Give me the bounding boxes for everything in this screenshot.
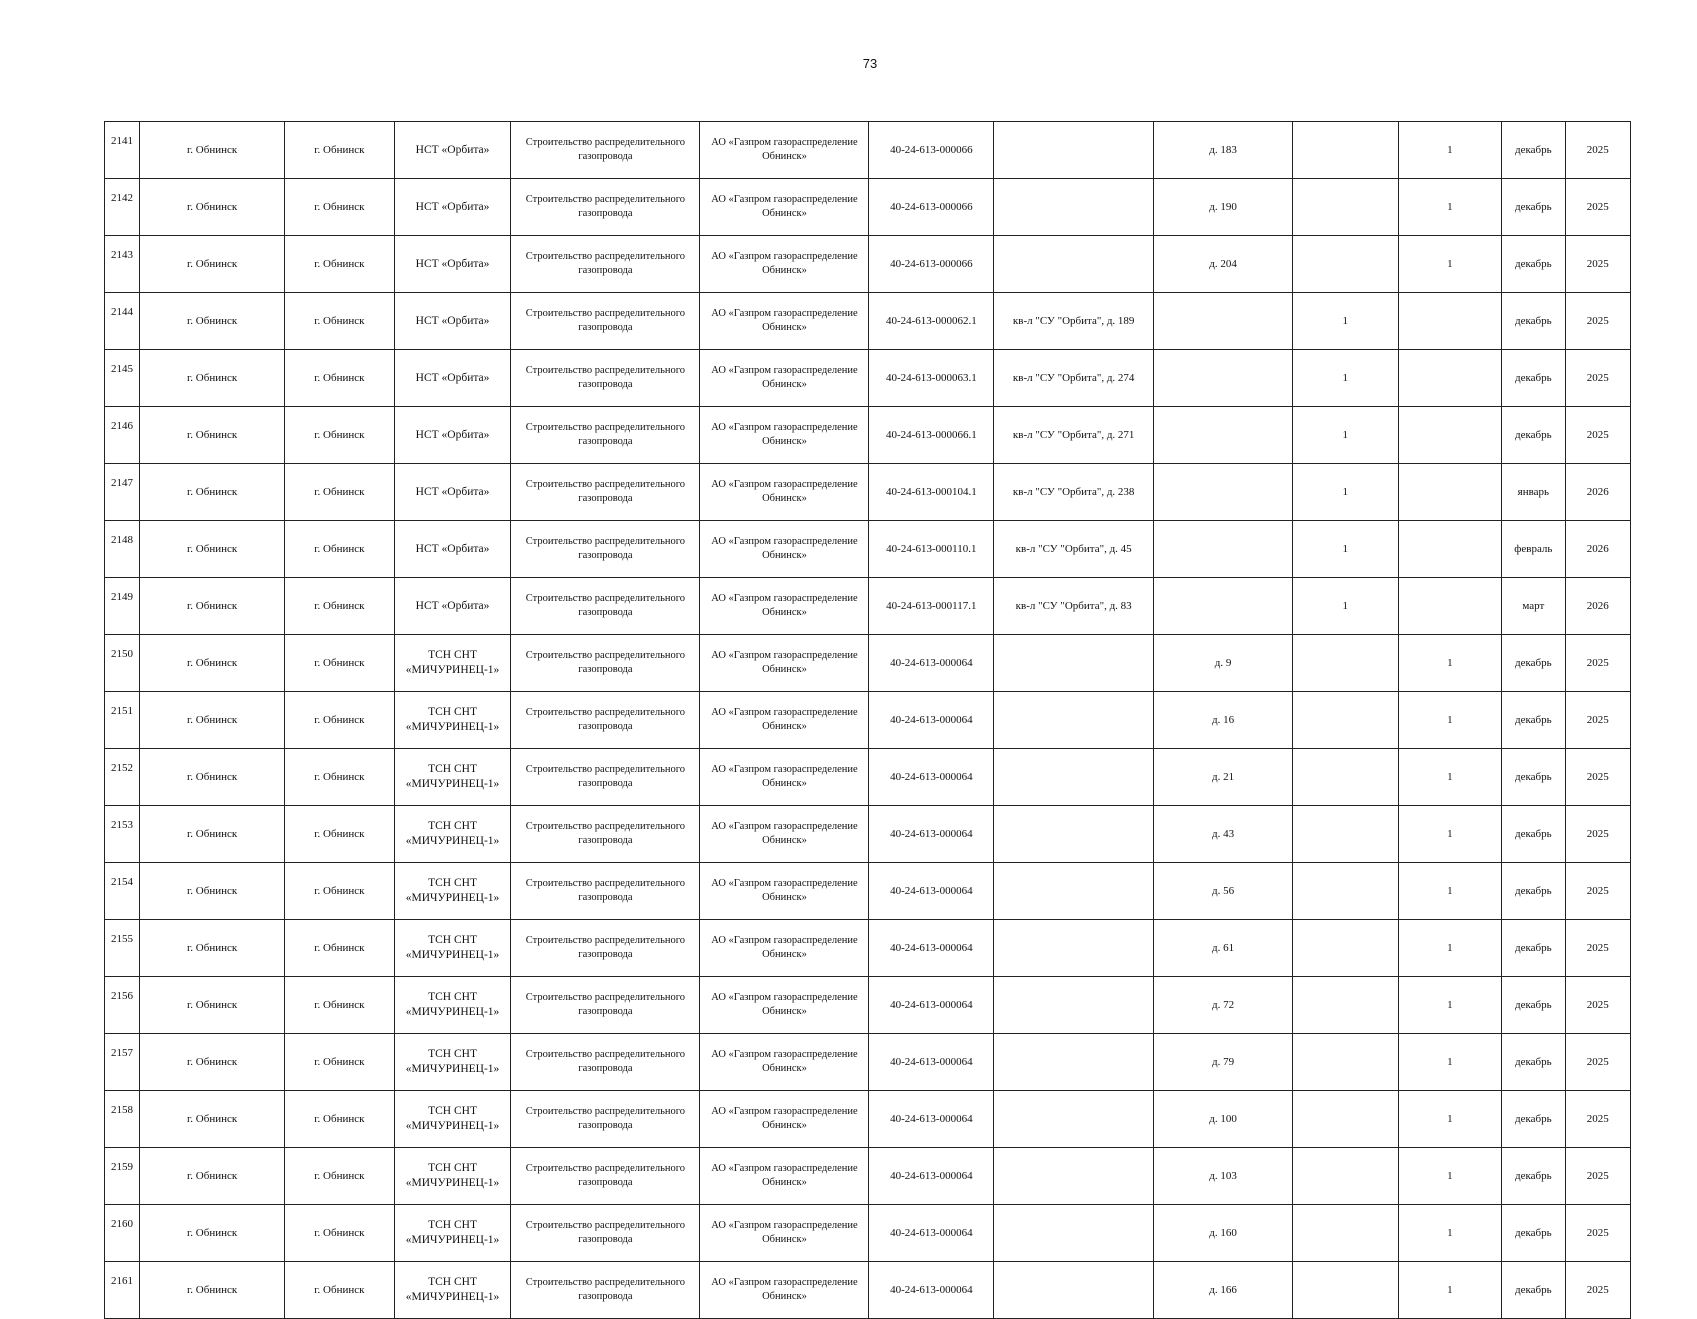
year-cell: 2025 bbox=[1565, 692, 1630, 749]
locality-cell: г. Обнинск bbox=[140, 293, 285, 350]
count-a-cell: 1 bbox=[1292, 350, 1398, 407]
month-cell: декабрь bbox=[1502, 1148, 1565, 1205]
count-b-cell: 1 bbox=[1398, 863, 1502, 920]
month-cell: декабрь bbox=[1502, 1205, 1565, 1262]
municipality-cell: г. Обнинск bbox=[285, 179, 395, 236]
house-address-cell bbox=[1154, 293, 1293, 350]
block-address-cell bbox=[994, 1262, 1154, 1319]
house-address-cell: д. 9 bbox=[1154, 635, 1293, 692]
month-cell: январь bbox=[1502, 464, 1565, 521]
row-number-cell: 2152 bbox=[105, 749, 140, 806]
organization-cell: АО «Газпром газораспределение Обнинск» bbox=[700, 407, 869, 464]
month-cell: декабрь bbox=[1502, 236, 1565, 293]
settlement-name-cell: ТСН СНТ «МИЧУРИНЕЦ-1» bbox=[394, 1034, 511, 1091]
municipality-cell: г. Обнинск bbox=[285, 521, 395, 578]
count-a-cell bbox=[1292, 635, 1398, 692]
organization-cell: АО «Газпром газораспределение Обнинск» bbox=[700, 977, 869, 1034]
month-cell: март bbox=[1502, 578, 1565, 635]
municipality-cell: г. Обнинск bbox=[285, 635, 395, 692]
work-type-cell: Строительство распределительного газопровода bbox=[511, 1262, 700, 1319]
count-a-cell: 1 bbox=[1292, 293, 1398, 350]
row-number-cell: 2159 bbox=[105, 1148, 140, 1205]
object-code-cell: 40-24-613-000064 bbox=[869, 977, 994, 1034]
locality-cell: г. Обнинск bbox=[140, 122, 285, 179]
settlement-name-cell: НСТ «Орбита» bbox=[394, 521, 511, 578]
locality-cell: г. Обнинск bbox=[140, 977, 285, 1034]
object-code-cell: 40-24-613-000064 bbox=[869, 1262, 994, 1319]
month-cell: декабрь bbox=[1502, 635, 1565, 692]
work-type-cell: Строительство распределительного газопровода bbox=[511, 863, 700, 920]
count-a-cell bbox=[1292, 122, 1398, 179]
count-b-cell: 1 bbox=[1398, 920, 1502, 977]
row-number-cell: 2142 bbox=[105, 179, 140, 236]
count-b-cell: 1 bbox=[1398, 692, 1502, 749]
work-type-cell: Строительство распределительного газопровода bbox=[511, 1148, 700, 1205]
house-address-cell bbox=[1154, 407, 1293, 464]
organization-cell: АО «Газпром газораспределение Обнинск» bbox=[700, 578, 869, 635]
object-code-cell: 40-24-613-000064 bbox=[869, 1148, 994, 1205]
year-cell: 2025 bbox=[1565, 122, 1630, 179]
month-cell: декабрь bbox=[1502, 749, 1565, 806]
object-code-cell: 40-24-613-000064 bbox=[869, 806, 994, 863]
work-type-cell: Строительство распределительного газопровода bbox=[511, 179, 700, 236]
organization-cell: АО «Газпром газораспределение Обнинск» bbox=[700, 350, 869, 407]
work-type-cell: Строительство распределительного газопровода bbox=[511, 464, 700, 521]
table-row bbox=[105, 521, 1631, 578]
work-type-cell: Строительство распределительного газопровода bbox=[511, 635, 700, 692]
organization-cell: АО «Газпром газораспределение Обнинск» bbox=[700, 635, 869, 692]
count-b-cell: 1 bbox=[1398, 236, 1502, 293]
block-address-cell: кв-л "СУ "Орбита", д. 274 bbox=[994, 350, 1154, 407]
block-address-cell bbox=[994, 179, 1154, 236]
organization-cell: АО «Газпром газораспределение Обнинск» bbox=[700, 692, 869, 749]
house-address-cell: д. 190 bbox=[1154, 179, 1293, 236]
work-type-cell: Строительство распределительного газопровода bbox=[511, 692, 700, 749]
count-b-cell bbox=[1398, 407, 1502, 464]
year-cell: 2025 bbox=[1565, 977, 1630, 1034]
object-code-cell: 40-24-613-000064 bbox=[869, 749, 994, 806]
row-number-cell: 2147 bbox=[105, 464, 140, 521]
count-b-cell: 1 bbox=[1398, 749, 1502, 806]
gasification-table bbox=[104, 121, 1631, 1319]
house-address-cell: д. 100 bbox=[1154, 1091, 1293, 1148]
month-cell: декабрь bbox=[1502, 407, 1565, 464]
locality-cell: г. Обнинск bbox=[140, 521, 285, 578]
count-a-cell bbox=[1292, 1148, 1398, 1205]
object-code-cell: 40-24-613-000066 bbox=[869, 236, 994, 293]
settlement-name-cell: НСТ «Орбита» bbox=[394, 179, 511, 236]
table-row bbox=[105, 749, 1631, 806]
row-number-cell: 2151 bbox=[105, 692, 140, 749]
month-cell: февраль bbox=[1502, 521, 1565, 578]
municipality-cell: г. Обнинск bbox=[285, 1034, 395, 1091]
settlement-name-cell: ТСН СНТ «МИЧУРИНЕЦ-1» bbox=[394, 806, 511, 863]
municipality-cell: г. Обнинск bbox=[285, 464, 395, 521]
organization-cell: АО «Газпром газораспределение Обнинск» bbox=[700, 806, 869, 863]
table-body bbox=[105, 122, 1631, 1319]
block-address-cell bbox=[994, 920, 1154, 977]
object-code-cell: 40-24-613-000064 bbox=[869, 863, 994, 920]
count-a-cell: 1 bbox=[1292, 578, 1398, 635]
work-type-cell: Строительство распределительного газопровода bbox=[511, 1034, 700, 1091]
settlement-name-cell: ТСН СНТ «МИЧУРИНЕЦ-1» bbox=[394, 863, 511, 920]
month-cell: декабрь bbox=[1502, 179, 1565, 236]
object-code-cell: 40-24-613-000062.1 bbox=[869, 293, 994, 350]
month-cell: декабрь bbox=[1502, 863, 1565, 920]
organization-cell: АО «Газпром газораспределение Обнинск» bbox=[700, 920, 869, 977]
month-cell: декабрь bbox=[1502, 1262, 1565, 1319]
year-cell: 2025 bbox=[1565, 1091, 1630, 1148]
count-a-cell: 1 bbox=[1292, 464, 1398, 521]
locality-cell: г. Обнинск bbox=[140, 1262, 285, 1319]
organization-cell: АО «Газпром газораспределение Обнинск» bbox=[700, 1034, 869, 1091]
count-b-cell: 1 bbox=[1398, 635, 1502, 692]
block-address-cell bbox=[994, 236, 1154, 293]
table-row bbox=[105, 179, 1631, 236]
work-type-cell: Строительство распределительного газопровода bbox=[511, 1205, 700, 1262]
block-address-cell bbox=[994, 635, 1154, 692]
row-number-cell: 2149 bbox=[105, 578, 140, 635]
object-code-cell: 40-24-613-000066 bbox=[869, 179, 994, 236]
row-number-cell: 2161 bbox=[105, 1262, 140, 1319]
month-cell: декабрь bbox=[1502, 122, 1565, 179]
locality-cell: г. Обнинск bbox=[140, 749, 285, 806]
count-b-cell bbox=[1398, 521, 1502, 578]
month-cell: декабрь bbox=[1502, 920, 1565, 977]
municipality-cell: г. Обнинск bbox=[285, 293, 395, 350]
block-address-cell: кв-л "СУ "Орбита", д. 83 bbox=[994, 578, 1154, 635]
table-row bbox=[105, 464, 1631, 521]
month-cell: декабрь bbox=[1502, 806, 1565, 863]
row-number-cell: 2154 bbox=[105, 863, 140, 920]
row-number-cell: 2150 bbox=[105, 635, 140, 692]
object-code-cell: 40-24-613-000066 bbox=[869, 122, 994, 179]
block-address-cell bbox=[994, 863, 1154, 920]
settlement-name-cell: НСТ «Орбита» bbox=[394, 122, 511, 179]
year-cell: 2025 bbox=[1565, 350, 1630, 407]
table-row bbox=[105, 1205, 1631, 1262]
year-cell: 2025 bbox=[1565, 1034, 1630, 1091]
count-a-cell bbox=[1292, 1091, 1398, 1148]
settlement-name-cell: НСТ «Орбита» bbox=[394, 578, 511, 635]
organization-cell: АО «Газпром газораспределение Обнинск» bbox=[700, 863, 869, 920]
settlement-name-cell: ТСН СНТ «МИЧУРИНЕЦ-1» bbox=[394, 977, 511, 1034]
locality-cell: г. Обнинск bbox=[140, 1205, 285, 1262]
locality-cell: г. Обнинск bbox=[140, 920, 285, 977]
organization-cell: АО «Газпром газораспределение Обнинск» bbox=[700, 1091, 869, 1148]
organization-cell: АО «Газпром газораспределение Обнинск» bbox=[700, 521, 869, 578]
year-cell: 2025 bbox=[1565, 920, 1630, 977]
settlement-name-cell: ТСН СНТ «МИЧУРИНЕЦ-1» bbox=[394, 920, 511, 977]
house-address-cell: д. 72 bbox=[1154, 977, 1293, 1034]
work-type-cell: Строительство распределительного газопровода bbox=[511, 350, 700, 407]
row-number-cell: 2143 bbox=[105, 236, 140, 293]
house-address-cell: д. 21 bbox=[1154, 749, 1293, 806]
locality-cell: г. Обнинск bbox=[140, 350, 285, 407]
count-a-cell: 1 bbox=[1292, 521, 1398, 578]
count-a-cell bbox=[1292, 1205, 1398, 1262]
table-row bbox=[105, 236, 1631, 293]
count-b-cell: 1 bbox=[1398, 1091, 1502, 1148]
year-cell: 2025 bbox=[1565, 806, 1630, 863]
count-a-cell bbox=[1292, 977, 1398, 1034]
count-b-cell: 1 bbox=[1398, 1034, 1502, 1091]
year-cell: 2025 bbox=[1565, 407, 1630, 464]
municipality-cell: г. Обнинск bbox=[285, 920, 395, 977]
row-number-cell: 2158 bbox=[105, 1091, 140, 1148]
table-row bbox=[105, 692, 1631, 749]
work-type-cell: Строительство распределительного газопровода bbox=[511, 578, 700, 635]
count-a-cell bbox=[1292, 749, 1398, 806]
row-number-cell: 2156 bbox=[105, 977, 140, 1034]
month-cell: декабрь bbox=[1502, 692, 1565, 749]
work-type-cell: Строительство распределительного газопровода bbox=[511, 407, 700, 464]
year-cell: 2025 bbox=[1565, 863, 1630, 920]
table-row bbox=[105, 407, 1631, 464]
settlement-name-cell: НСТ «Орбита» bbox=[394, 293, 511, 350]
locality-cell: г. Обнинск bbox=[140, 806, 285, 863]
count-b-cell: 1 bbox=[1398, 1262, 1502, 1319]
year-cell: 2025 bbox=[1565, 1148, 1630, 1205]
municipality-cell: г. Обнинск bbox=[285, 977, 395, 1034]
municipality-cell: г. Обнинск bbox=[285, 122, 395, 179]
settlement-name-cell: ТСН СНТ «МИЧУРИНЕЦ-1» bbox=[394, 692, 511, 749]
row-number-cell: 2144 bbox=[105, 293, 140, 350]
row-number-cell: 2145 bbox=[105, 350, 140, 407]
settlement-name-cell: ТСН СНТ «МИЧУРИНЕЦ-1» bbox=[394, 1262, 511, 1319]
block-address-cell bbox=[994, 1034, 1154, 1091]
object-code-cell: 40-24-613-000117.1 bbox=[869, 578, 994, 635]
count-b-cell: 1 bbox=[1398, 977, 1502, 1034]
year-cell: 2026 bbox=[1565, 578, 1630, 635]
count-b-cell: 1 bbox=[1398, 806, 1502, 863]
work-type-cell: Строительство распределительного газопровода bbox=[511, 977, 700, 1034]
municipality-cell: г. Обнинск bbox=[285, 1205, 395, 1262]
month-cell: декабрь bbox=[1502, 1034, 1565, 1091]
settlement-name-cell: НСТ «Орбита» bbox=[394, 350, 511, 407]
settlement-name-cell: ТСН СНТ «МИЧУРИНЕЦ-1» bbox=[394, 1091, 511, 1148]
organization-cell: АО «Газпром газораспределение Обнинск» bbox=[700, 236, 869, 293]
settlement-name-cell: ТСН СНТ «МИЧУРИНЕЦ-1» bbox=[394, 1148, 511, 1205]
locality-cell: г. Обнинск bbox=[140, 236, 285, 293]
work-type-cell: Строительство распределительного газопровода bbox=[511, 749, 700, 806]
organization-cell: АО «Газпром газораспределение Обнинск» bbox=[700, 122, 869, 179]
house-address-cell: д. 43 bbox=[1154, 806, 1293, 863]
count-b-cell bbox=[1398, 578, 1502, 635]
work-type-cell: Строительство распределительного газопровода bbox=[511, 293, 700, 350]
row-number-cell: 2160 bbox=[105, 1205, 140, 1262]
table-row bbox=[105, 920, 1631, 977]
row-number-cell: 2155 bbox=[105, 920, 140, 977]
settlement-name-cell: НСТ «Орбита» bbox=[394, 236, 511, 293]
block-address-cell: кв-л "СУ "Орбита", д. 189 bbox=[994, 293, 1154, 350]
month-cell: декабрь bbox=[1502, 350, 1565, 407]
house-address-cell bbox=[1154, 521, 1293, 578]
block-address-cell: кв-л "СУ "Орбита", д. 45 bbox=[994, 521, 1154, 578]
house-address-cell: д. 16 bbox=[1154, 692, 1293, 749]
locality-cell: г. Обнинск bbox=[140, 1148, 285, 1205]
organization-cell: АО «Газпром газораспределение Обнинск» bbox=[700, 1262, 869, 1319]
table-row bbox=[105, 578, 1631, 635]
house-address-cell: д. 56 bbox=[1154, 863, 1293, 920]
municipality-cell: г. Обнинск bbox=[285, 749, 395, 806]
work-type-cell: Строительство распределительного газопровода bbox=[511, 806, 700, 863]
object-code-cell: 40-24-613-000064 bbox=[869, 920, 994, 977]
block-address-cell bbox=[994, 977, 1154, 1034]
municipality-cell: г. Обнинск bbox=[285, 863, 395, 920]
table-row bbox=[105, 863, 1631, 920]
organization-cell: АО «Газпром газораспределение Обнинск» bbox=[700, 464, 869, 521]
table-row bbox=[105, 1148, 1631, 1205]
year-cell: 2025 bbox=[1565, 1262, 1630, 1319]
object-code-cell: 40-24-613-000064 bbox=[869, 635, 994, 692]
locality-cell: г. Обнинск bbox=[140, 1034, 285, 1091]
locality-cell: г. Обнинск bbox=[140, 1091, 285, 1148]
count-a-cell bbox=[1292, 236, 1398, 293]
block-address-cell: кв-л "СУ "Орбита", д. 271 bbox=[994, 407, 1154, 464]
month-cell: декабрь bbox=[1502, 293, 1565, 350]
municipality-cell: г. Обнинск bbox=[285, 350, 395, 407]
year-cell: 2026 bbox=[1565, 521, 1630, 578]
settlement-name-cell: ТСН СНТ «МИЧУРИНЕЦ-1» bbox=[394, 749, 511, 806]
block-address-cell bbox=[994, 749, 1154, 806]
count-a-cell bbox=[1292, 692, 1398, 749]
organization-cell: АО «Газпром газораспределение Обнинск» bbox=[700, 293, 869, 350]
settlement-name-cell: ТСН СНТ «МИЧУРИНЕЦ-1» bbox=[394, 1205, 511, 1262]
locality-cell: г. Обнинск bbox=[140, 863, 285, 920]
month-cell: декабрь bbox=[1502, 977, 1565, 1034]
object-code-cell: 40-24-613-000064 bbox=[869, 1205, 994, 1262]
count-b-cell: 1 bbox=[1398, 179, 1502, 236]
block-address-cell bbox=[994, 1205, 1154, 1262]
count-b-cell: 1 bbox=[1398, 122, 1502, 179]
table-row bbox=[105, 1091, 1631, 1148]
count-a-cell bbox=[1292, 1034, 1398, 1091]
table-row bbox=[105, 1034, 1631, 1091]
house-address-cell bbox=[1154, 578, 1293, 635]
locality-cell: г. Обнинск bbox=[140, 464, 285, 521]
organization-cell: АО «Газпром газораспределение Обнинск» bbox=[700, 1205, 869, 1262]
table-row bbox=[105, 977, 1631, 1034]
work-type-cell: Строительство распределительного газопровода bbox=[511, 1091, 700, 1148]
house-address-cell: д. 183 bbox=[1154, 122, 1293, 179]
object-code-cell: 40-24-613-000064 bbox=[869, 1091, 994, 1148]
object-code-cell: 40-24-613-000110.1 bbox=[869, 521, 994, 578]
locality-cell: г. Обнинск bbox=[140, 578, 285, 635]
count-b-cell bbox=[1398, 464, 1502, 521]
page-number: 73 bbox=[862, 56, 878, 71]
count-a-cell bbox=[1292, 863, 1398, 920]
work-type-cell: Строительство распределительного газопровода bbox=[511, 122, 700, 179]
table-row bbox=[105, 293, 1631, 350]
work-type-cell: Строительство распределительного газопровода bbox=[511, 920, 700, 977]
object-code-cell: 40-24-613-000063.1 bbox=[869, 350, 994, 407]
count-b-cell: 1 bbox=[1398, 1205, 1502, 1262]
organization-cell: АО «Газпром газораспределение Обнинск» bbox=[700, 1148, 869, 1205]
count-a-cell bbox=[1292, 920, 1398, 977]
locality-cell: г. Обнинск bbox=[140, 692, 285, 749]
block-address-cell bbox=[994, 692, 1154, 749]
row-number-cell: 2153 bbox=[105, 806, 140, 863]
municipality-cell: г. Обнинск bbox=[285, 236, 395, 293]
block-address-cell bbox=[994, 1091, 1154, 1148]
work-type-cell: Строительство распределительного газопровода bbox=[511, 236, 700, 293]
block-address-cell bbox=[994, 1148, 1154, 1205]
count-b-cell: 1 bbox=[1398, 1148, 1502, 1205]
row-number-cell: 2146 bbox=[105, 407, 140, 464]
organization-cell: АО «Газпром газораспределение Обнинск» bbox=[700, 749, 869, 806]
year-cell: 2025 bbox=[1565, 635, 1630, 692]
locality-cell: г. Обнинск bbox=[140, 179, 285, 236]
block-address-cell bbox=[994, 806, 1154, 863]
house-address-cell: д. 61 bbox=[1154, 920, 1293, 977]
municipality-cell: г. Обнинск bbox=[285, 806, 395, 863]
count-b-cell bbox=[1398, 293, 1502, 350]
count-a-cell bbox=[1292, 1262, 1398, 1319]
locality-cell: г. Обнинск bbox=[140, 635, 285, 692]
year-cell: 2025 bbox=[1565, 1205, 1630, 1262]
municipality-cell: г. Обнинск bbox=[285, 407, 395, 464]
house-address-cell: д. 204 bbox=[1154, 236, 1293, 293]
object-code-cell: 40-24-613-000064 bbox=[869, 1034, 994, 1091]
organization-cell: АО «Газпром газораспределение Обнинск» bbox=[700, 179, 869, 236]
table-row bbox=[105, 806, 1631, 863]
year-cell: 2025 bbox=[1565, 179, 1630, 236]
municipality-cell: г. Обнинск bbox=[285, 1148, 395, 1205]
house-address-cell: д. 79 bbox=[1154, 1034, 1293, 1091]
house-address-cell bbox=[1154, 464, 1293, 521]
table-row bbox=[105, 635, 1631, 692]
object-code-cell: 40-24-613-000104.1 bbox=[869, 464, 994, 521]
settlement-name-cell: НСТ «Орбита» bbox=[394, 464, 511, 521]
object-code-cell: 40-24-613-000064 bbox=[869, 692, 994, 749]
block-address-cell bbox=[994, 122, 1154, 179]
count-b-cell bbox=[1398, 350, 1502, 407]
month-cell: декабрь bbox=[1502, 1091, 1565, 1148]
row-number-cell: 2157 bbox=[105, 1034, 140, 1091]
settlement-name-cell: НСТ «Орбита» bbox=[394, 407, 511, 464]
year-cell: 2026 bbox=[1565, 464, 1630, 521]
count-a-cell bbox=[1292, 806, 1398, 863]
municipality-cell: г. Обнинск bbox=[285, 1262, 395, 1319]
municipality-cell: г. Обнинск bbox=[285, 578, 395, 635]
object-code-cell: 40-24-613-000066.1 bbox=[869, 407, 994, 464]
year-cell: 2025 bbox=[1565, 293, 1630, 350]
year-cell: 2025 bbox=[1565, 749, 1630, 806]
table-row bbox=[105, 1262, 1631, 1319]
house-address-cell: д. 166 bbox=[1154, 1262, 1293, 1319]
settlement-name-cell: ТСН СНТ «МИЧУРИНЕЦ-1» bbox=[394, 635, 511, 692]
count-a-cell bbox=[1292, 179, 1398, 236]
house-address-cell: д. 103 bbox=[1154, 1148, 1293, 1205]
house-address-cell: д. 160 bbox=[1154, 1205, 1293, 1262]
block-address-cell: кв-л "СУ "Орбита", д. 238 bbox=[994, 464, 1154, 521]
locality-cell: г. Обнинск bbox=[140, 407, 285, 464]
house-address-cell bbox=[1154, 350, 1293, 407]
row-number-cell: 2141 bbox=[105, 122, 140, 179]
count-a-cell: 1 bbox=[1292, 407, 1398, 464]
table-row bbox=[105, 122, 1631, 179]
municipality-cell: г. Обнинск bbox=[285, 1091, 395, 1148]
row-number-cell: 2148 bbox=[105, 521, 140, 578]
municipality-cell: г. Обнинск bbox=[285, 692, 395, 749]
work-type-cell: Строительство распределительного газопровода bbox=[511, 521, 700, 578]
table-row bbox=[105, 350, 1631, 407]
year-cell: 2025 bbox=[1565, 236, 1630, 293]
